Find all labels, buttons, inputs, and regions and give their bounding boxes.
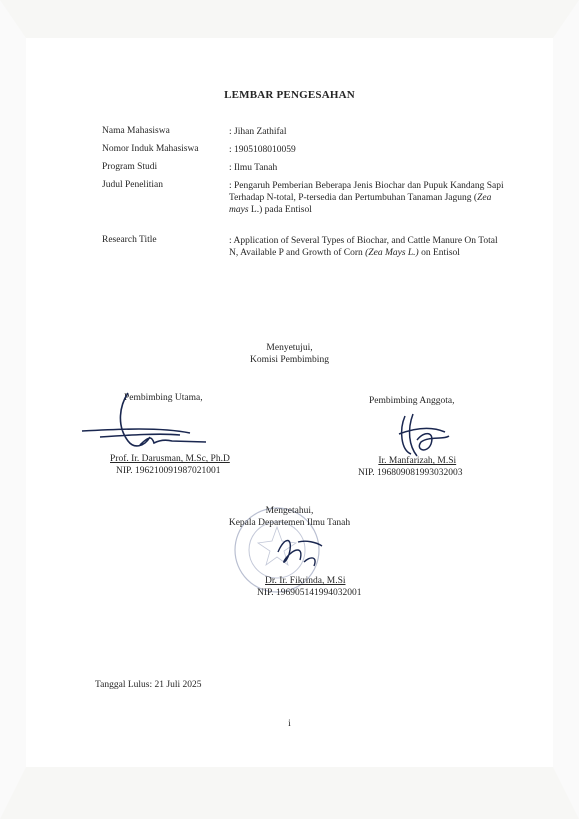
value-nama: : Jihan Zathifal — [229, 127, 287, 137]
supervisor-member-nip: NIP. 196809081993032003 — [358, 468, 463, 478]
acknowledge-header — [0, 505, 579, 529]
value-judul: : Pengaruh Pemberian Beberapa Jenis Biochar dan Pupuk Kandang Sapi Terhadap N-total, P-tersedia dan Pertumbuhan Tanaman Jagung (Zea mays L.) pada Entisol — [229, 181, 504, 215]
approval-line1: Menyetujui, — [266, 343, 313, 353]
value-prodi: : Ilmu Tanah — [229, 163, 278, 173]
signature-member — [395, 410, 455, 460]
value-research-title: : Application of Several Types of Biochar, and Cattle Manure On Total N, Available P and Growth of Corn (Zea Mays L.) on Entisol — [229, 236, 498, 258]
supervisor-main-role: Pembimbing Utama, — [124, 393, 203, 403]
supervisor-member-role: Pembimbing Anggota, — [369, 396, 455, 406]
page-title: LEMBAR PENGESAHAN — [224, 89, 355, 101]
label-nama: Nama Mahasiswa — [102, 126, 170, 136]
acknowledge-line1: Mengetahui, — [265, 506, 314, 516]
label-research-title: Research Title — [102, 235, 157, 245]
acknowledge-block — [257, 575, 362, 599]
value-nim: : 1905108010059 — [229, 145, 296, 155]
label-judul: Judul Penelitian — [102, 180, 163, 190]
graduation-date: Tanggal Lulus: 21 Juli 2025 — [95, 680, 202, 690]
approval-block — [0, 342, 579, 366]
acknowledge-name: Dr. Ir. Fikrinda, M.Si — [265, 576, 346, 586]
supervisor-main-block — [110, 453, 230, 477]
acknowledge-line2: Kepala Departemen Ilmu Tanah — [228, 518, 351, 528]
acknowledge-nip: NIP. 196905141994032001 — [257, 588, 362, 598]
label-prodi: Program Studi — [102, 162, 158, 172]
supervisor-main-nip: NIP. 196210091987021001 — [116, 466, 221, 476]
supervisor-member-block — [358, 455, 463, 479]
approval-line2: Komisi Pembimbing — [250, 355, 329, 365]
page-number: i — [288, 719, 291, 729]
supervisor-main-name: Prof. Ir. Darusman, M.Sc, Ph.D — [110, 454, 230, 464]
supervisor-member-name: Ir. Manfarizah, M.Si — [378, 456, 457, 466]
label-nim: Nomor Induk Mahasiswa — [102, 144, 199, 154]
signature-head — [270, 532, 330, 574]
